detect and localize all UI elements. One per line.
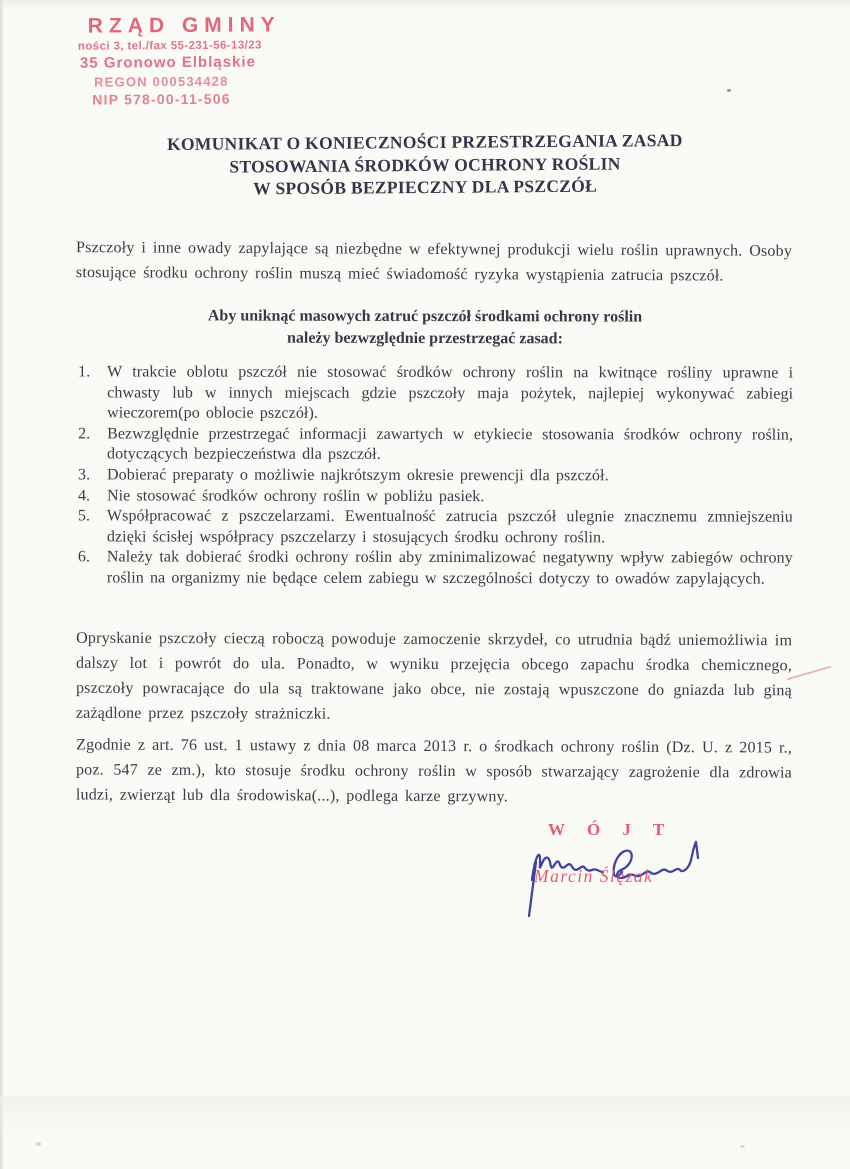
rule-number: 2. (78, 425, 91, 443)
pink-pen-mark (787, 666, 832, 681)
rule-number: 5. (77, 507, 91, 525)
signature-name-stamp: Marcin Ślęzak (534, 866, 654, 886)
spray-effects-paragraph: Opryskanie pszczoły cieczą roboczą powoduje zamoczenie skrzydeł, co utrudnia bądź uniemożliwia im dalszy lot i powrót do ula. Ponadto, w wyniku przejęcia obcego zapachu środka chemicznego, pszczoły powracające do ula są traktowane jako obce, nie zostają wpuszczone do gniazda lub giną zażądlone przez pszczoły strażniczki. (75, 629, 793, 723)
scan-speck (740, 1145, 745, 1148)
stamp-address-phone: ności 3, tel./fax 55-231-56-13/23 (77, 39, 262, 53)
rule-number: 1. (78, 363, 91, 381)
rule-text: Bezwzględnie przestrzegać informacji zawartych w etykiecie stosowania środków ochrony roślin, dotyczących bezpieczeństwa dla pszczół. (107, 425, 794, 464)
rule-number: 3. (77, 466, 91, 484)
rule-text: Należy tak dobierać środki ochrony roślin aby zminimalizować negatywny wpływ zabiegów ochrony roślin na organizmy nie będące celem zabiegu w szczególności dotyczy to owadów zapylających. (106, 548, 793, 588)
intro-paragraph: Pszczoły i inne owady zapylające są niezbędne w efektywnej produkcji wielu roślin uprawnych. Osoby stosujące środku ochrony roślin muszą mieć świadomość ryzyka wystąpienia zatrucia pszczół. (75, 239, 793, 285)
document-title-line2: STOSOWANIA ŚRODKÓW OCHRONY ROŚLIN (229, 152, 621, 177)
document-title-line3: W SPOSÓB BEZPIECZNY DLA PSZCZÓŁ (253, 175, 598, 199)
rules-subheading-line2: należy bezwzględnie przestrzegać zasad: (286, 329, 563, 347)
rule-item-5 (76, 507, 793, 549)
office-stamp (77, 13, 282, 108)
stamp-office-name: RZĄD GMINY (87, 13, 281, 38)
rules-list (76, 362, 793, 590)
scan-speck (727, 89, 731, 92)
rule-text: Nie stosować środków ochrony roślin w pobliżu pasiek. (106, 486, 485, 505)
stamp-nip: NIP 578-00-11-506 (92, 90, 231, 108)
rules-subheading-line1: Aby uniknąć masowych zatruć pszczół środkami ochrony roślin (207, 307, 643, 326)
rule-number: 4. (77, 486, 91, 504)
rule-text: W trakcie oblotu pszczół nie stosować środków ochrony roślin na kwitnące rośliny uprawne i chwasty lub w innych miejscach gdzie pszczoły maja pożytek, najlepiej wykonywać zabiegi wieczorem(po oblocie pszczół). (107, 363, 794, 422)
signature-block (528, 820, 718, 915)
rule-item-3 (76, 465, 793, 487)
rule-item-4 (76, 486, 793, 508)
rule-text: Współpracować z pszczelarzami. Ewentualność zatrucia pszczół ulegnie znacznemu zmniejszeniu dzięki ścisłej współpracy pszczelarzy i stosujących środku ochrony roślin. (106, 507, 793, 547)
rule-item-1 (76, 362, 793, 425)
rules-subheading (0, 305, 850, 350)
legal-basis-paragraph: Zgodnie z art. 76 ust. 1 ustawy z dnia 08 marca 2013 r. o środkach ochrony roślin (Dz. U. z 2015 r., poz. 547 ze zm.), kto stosuje środku ochrony roślin w sposób stwarzający zagrożenie dla zdrowia ludzi, zwierząt lub dla środowiska(...), podlega karze grzywny. (75, 736, 793, 806)
scan-speck (36, 1142, 41, 1146)
rule-item-6 (76, 548, 793, 590)
scan-edge-top (0, 0, 850, 10)
scan-edge-bottom (0, 1096, 850, 1136)
signature-role-stamp: W Ó J T (548, 820, 674, 839)
stamp-town: 35 Gronowo Elbląskie (79, 53, 256, 72)
document-title (0, 128, 850, 202)
document-title-line1: KOMUNIKAT O KONIECZNOŚCI PRZESTRZEGANIA ZASAD (166, 129, 683, 155)
rule-item-2 (76, 424, 793, 466)
stamp-regon: REGON 000534428 (94, 73, 229, 90)
rule-text: Dobierać preparaty o możliwie najkrótszym okresie prewencji dla pszczół. (106, 466, 609, 485)
rule-number: 6. (77, 548, 91, 566)
